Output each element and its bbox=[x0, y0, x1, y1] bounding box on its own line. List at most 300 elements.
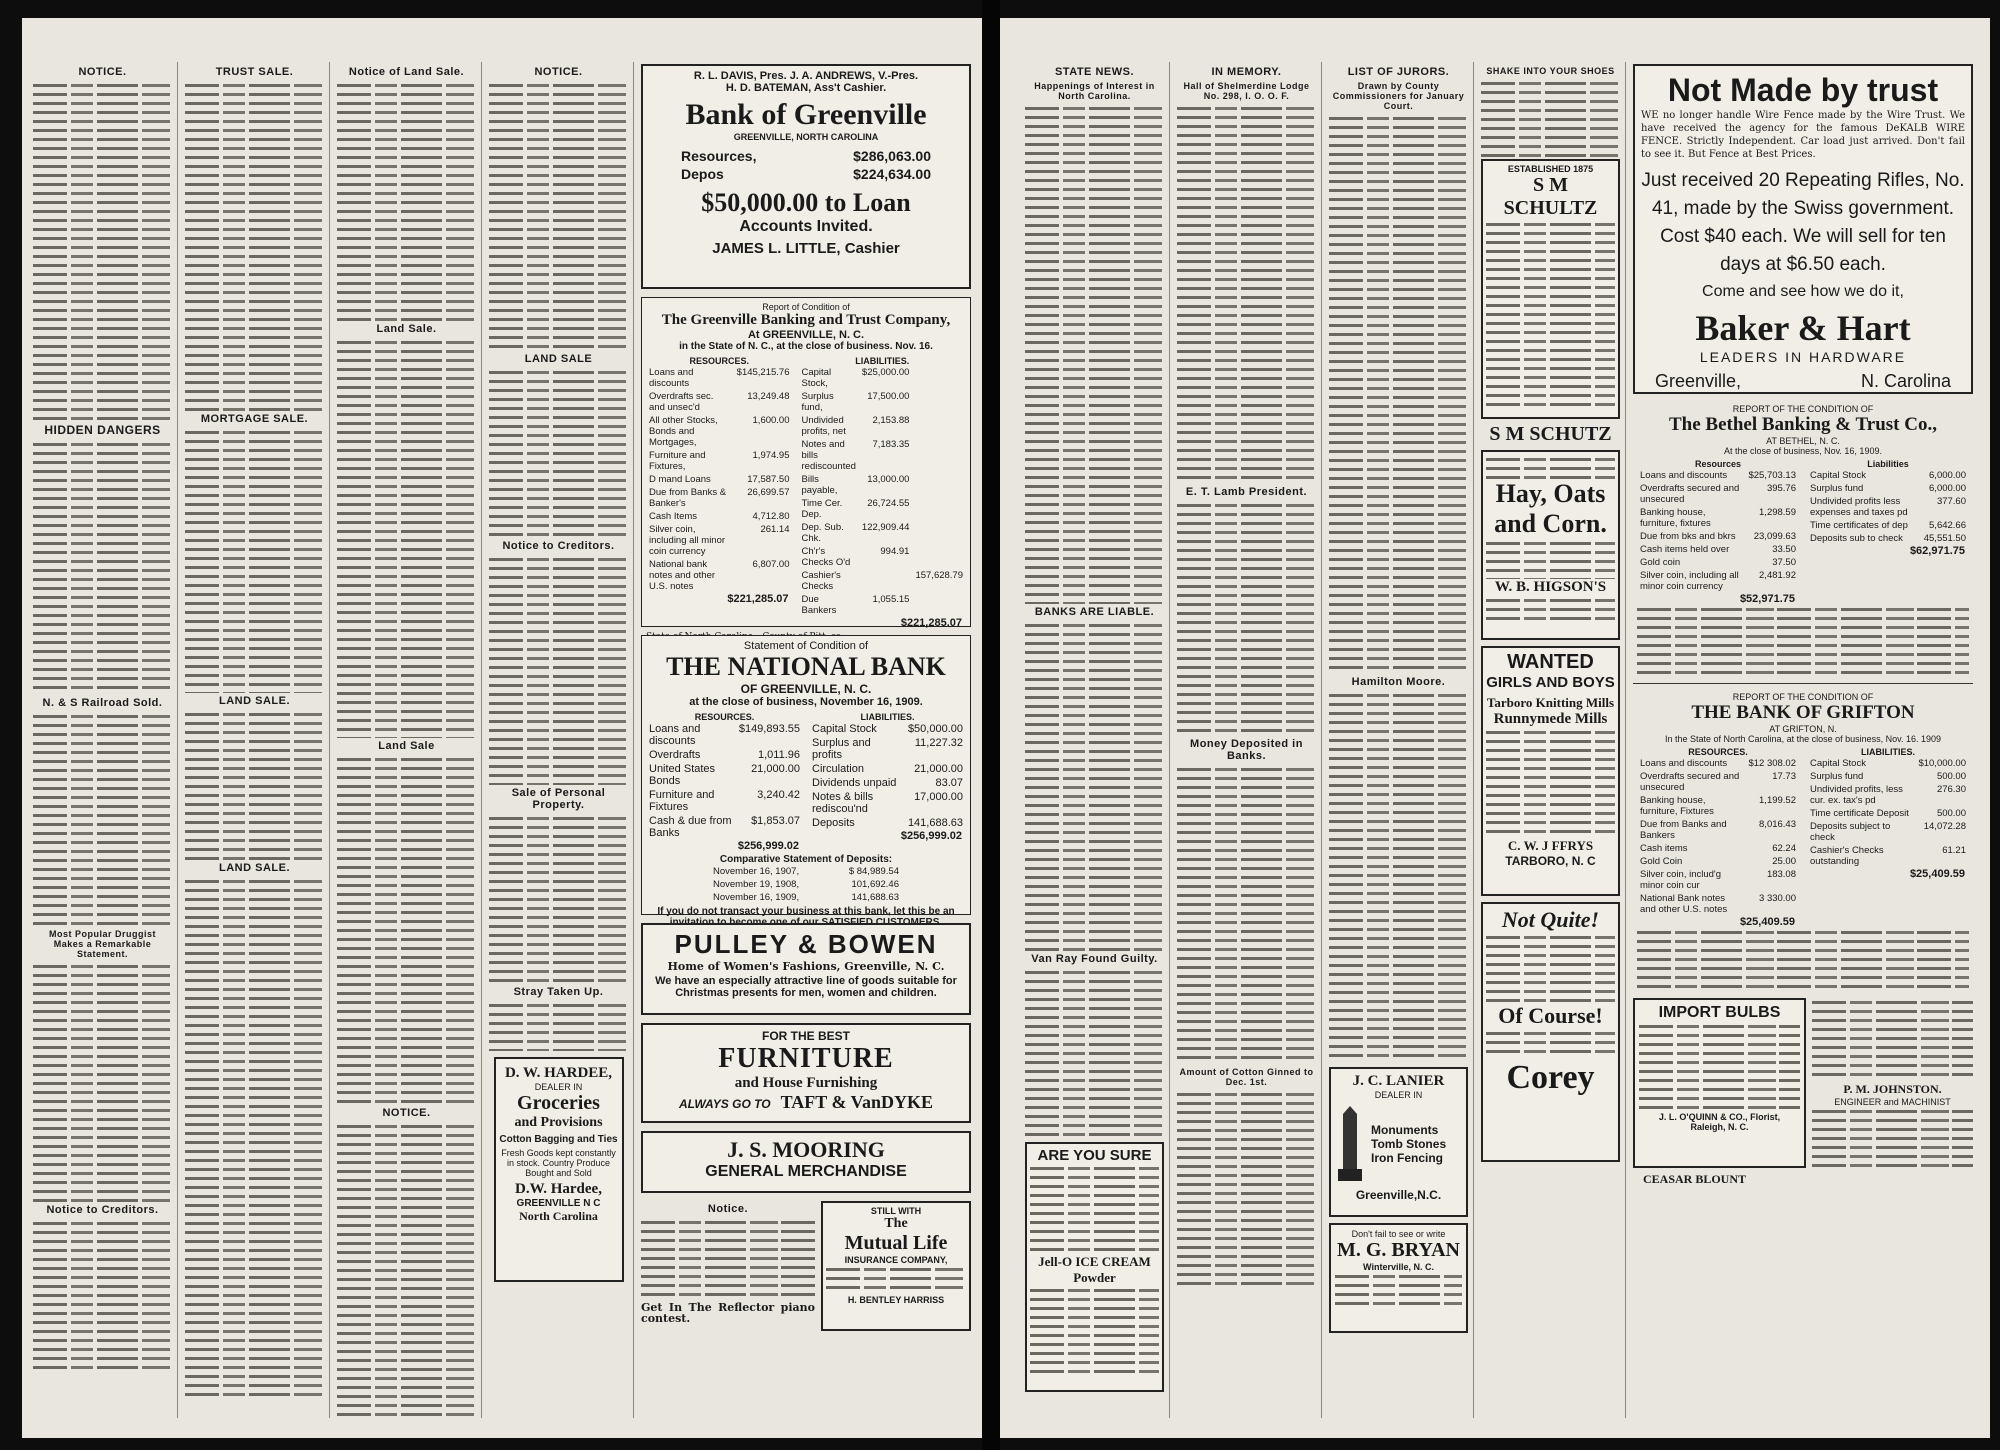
table-row bbox=[809, 762, 966, 776]
baker-state: N. Carolina bbox=[1860, 371, 1951, 391]
text-lines bbox=[337, 1122, 476, 1422]
text-lines bbox=[1637, 928, 1969, 988]
furniture-ad bbox=[641, 1023, 971, 1123]
text-lines bbox=[1486, 455, 1615, 479]
nb-resources-heading: RESOURCES. bbox=[694, 712, 755, 722]
text-lines bbox=[33, 1219, 172, 1369]
bethel-resources-table bbox=[1637, 469, 1799, 593]
row-value: 26,724.55 bbox=[867, 498, 910, 509]
text-lines bbox=[1329, 691, 1468, 1061]
report-line: Report of Condition of bbox=[762, 302, 850, 312]
text-lines bbox=[1329, 114, 1468, 674]
grifton-resources-table bbox=[1637, 757, 1799, 916]
row-value: 11,227.32 bbox=[914, 737, 963, 749]
row-label: Overdrafts secured and unsecured bbox=[1640, 483, 1740, 505]
hardee-groceries: Groceries bbox=[517, 1092, 600, 1114]
row-value: $145,215.76 bbox=[736, 367, 790, 378]
table-row bbox=[1637, 530, 1799, 543]
table-row bbox=[1637, 770, 1799, 794]
johnston-name: P. M. JOHNSTON. bbox=[1843, 1082, 1942, 1096]
reflector-contest: Get In The Reflector piano contest. bbox=[641, 1301, 815, 1325]
state-news-sub: Happenings of Interest in North Carolina. bbox=[1034, 81, 1155, 101]
grifton-total-r: $25,409.59 bbox=[1739, 916, 1795, 928]
row-value: 1,298.59 bbox=[1759, 507, 1796, 518]
table-row bbox=[646, 788, 803, 814]
wanted-l4: Runnymede Mills bbox=[1493, 711, 1608, 727]
furn-l1: FOR THE BEST bbox=[761, 1029, 850, 1043]
table-row bbox=[646, 722, 803, 748]
corey-name: Corey bbox=[1506, 1059, 1595, 1096]
text-lines bbox=[1637, 605, 1969, 675]
table-row bbox=[809, 776, 966, 790]
hardee-name: D. W. HARDEE, bbox=[504, 1065, 613, 1081]
text-lines bbox=[641, 1218, 815, 1298]
table-row bbox=[1637, 892, 1799, 916]
table-row bbox=[1637, 556, 1799, 569]
gbt-total-r: $221,285.07 bbox=[727, 593, 789, 605]
cotton-ginned-heading: Amount of Cotton Ginned to Dec. 1st. bbox=[1179, 1067, 1314, 1087]
table-row bbox=[809, 736, 966, 762]
table-row bbox=[1637, 818, 1799, 842]
gbt-liabilities-heading: LIABILITIES. bbox=[855, 356, 910, 366]
table-row bbox=[809, 790, 966, 816]
text-lines bbox=[489, 81, 628, 351]
text-lines bbox=[33, 81, 172, 421]
row-value: 183.08 bbox=[1766, 869, 1796, 880]
text-lines bbox=[1177, 1090, 1316, 1290]
row-label: Cashier's Checks bbox=[801, 570, 841, 592]
mooring-ad bbox=[641, 1131, 971, 1193]
row-value: 8,016.43 bbox=[1759, 819, 1796, 830]
row-label: United States Bonds bbox=[649, 763, 716, 787]
left-column-3 bbox=[332, 62, 482, 1418]
row-label: Time certificate Deposit bbox=[1810, 808, 1909, 819]
table-row bbox=[799, 545, 967, 569]
row-value: $ 84,989.54 bbox=[848, 866, 899, 877]
notice-heading-3: NOTICE. bbox=[382, 1107, 431, 1119]
lanier-city: Greenville,N.C. bbox=[1355, 1188, 1442, 1202]
hardee-ad bbox=[494, 1057, 624, 1282]
row-value: 13,000.00 bbox=[867, 474, 910, 485]
railroad-sold-heading: N. & S Railroad Sold. bbox=[42, 697, 163, 709]
row-value: 101,692.46 bbox=[851, 879, 899, 890]
text-lines bbox=[489, 1001, 628, 1051]
hay-l3: W. B. HIGSON'S bbox=[1494, 579, 1607, 595]
greenville-banking-report bbox=[641, 297, 971, 627]
table-row bbox=[799, 569, 967, 593]
table-row bbox=[1807, 757, 1969, 770]
creditors-heading: Notice to Creditors. bbox=[46, 1204, 159, 1216]
pulley-bowen-ad bbox=[641, 923, 971, 1015]
text-lines bbox=[1812, 1107, 1973, 1167]
text-lines bbox=[1639, 1022, 1800, 1112]
table-row bbox=[809, 816, 966, 830]
table-row bbox=[1637, 569, 1799, 593]
row-label: Silver coin, includ'g minor coin cur bbox=[1640, 869, 1722, 891]
row-value: 1,011.96 bbox=[757, 749, 800, 761]
monument-icon bbox=[1335, 1104, 1365, 1184]
table-row bbox=[646, 510, 793, 523]
officers-line-2: H. D. BATEMAN, Ass't Cashier. bbox=[725, 82, 887, 94]
nb-line: Statement of Condition of bbox=[743, 640, 869, 652]
table-row bbox=[1637, 543, 1799, 556]
table-row bbox=[1807, 820, 1969, 844]
row-value: 13,249.48 bbox=[747, 391, 790, 402]
page-gutter bbox=[982, 0, 1000, 1450]
nb-comparative-heading: Comparative Statement of Deposits: bbox=[719, 854, 893, 865]
furn-l2: FURNITURE bbox=[718, 1043, 894, 1074]
row-value: 4,712.80 bbox=[752, 511, 790, 522]
gbt-liabilities-table bbox=[799, 366, 967, 617]
shake-heading: SHAKE INTO YOUR SHOES bbox=[1486, 66, 1615, 76]
right-column-3 bbox=[1324, 62, 1474, 1418]
row-label: Due from Banks & Banker's bbox=[649, 487, 727, 509]
text-lines bbox=[1177, 765, 1316, 1065]
jello-title: ARE YOU SURE bbox=[1037, 1147, 1152, 1164]
text-lines bbox=[1025, 104, 1164, 604]
row-label: Cash & due from Banks bbox=[649, 815, 732, 839]
text-lines bbox=[1812, 998, 1973, 1078]
jurors-sub: Drawn by County Commissioners for January Court. bbox=[1332, 81, 1465, 111]
schultz-est: ESTABLISHED 1875 bbox=[1507, 164, 1594, 174]
row-label: Loans and discounts bbox=[649, 723, 701, 747]
grifton-total-l: $25,409.59 bbox=[1909, 868, 1965, 880]
row-label: Banking house, furniture, fixtures bbox=[1640, 507, 1711, 529]
text-lines bbox=[185, 877, 324, 1397]
notice-land-sale-heading: Notice of Land Sale. bbox=[348, 66, 465, 78]
row-value: 157,628.79 bbox=[915, 570, 963, 581]
gbt-total-l: $221,285.07 bbox=[900, 617, 962, 629]
lanier-dealer: DEALER IN bbox=[1374, 1090, 1423, 1100]
table-row bbox=[646, 523, 793, 558]
table-row bbox=[710, 878, 902, 891]
table-row bbox=[1807, 532, 1969, 545]
row-label: Surplus fund bbox=[1810, 483, 1864, 494]
hardee-cotton: Cotton Bagging and Ties bbox=[499, 1134, 618, 1145]
hardee-state: North Carolina bbox=[519, 1209, 598, 1223]
text-lines bbox=[1486, 933, 1615, 1003]
resources-label: Resources, bbox=[681, 148, 757, 164]
row-value: 83.07 bbox=[935, 777, 963, 789]
left-column-5 bbox=[636, 62, 976, 1418]
pulley-line: We have an especially attractive line of goods suitable for Christmas presents for men, women and children. bbox=[655, 975, 957, 999]
land-sale-heading-5: LAND SALE bbox=[524, 353, 593, 365]
text-lines bbox=[337, 755, 476, 1105]
text-lines bbox=[33, 712, 172, 927]
row-label: Loans and discounts bbox=[1640, 470, 1728, 481]
table-row bbox=[799, 593, 967, 617]
wanted-l3: Tarboro Knitting Mills bbox=[1486, 695, 1615, 710]
lanier-monuments: Monuments bbox=[1371, 1123, 1439, 1137]
wanted-city: TARBORO, N. C bbox=[1505, 854, 1596, 868]
right-column-1 bbox=[1020, 62, 1170, 1418]
bethel-loc: AT BETHEL, N. C. bbox=[1766, 436, 1840, 446]
row-value: 2,153.88 bbox=[872, 415, 910, 426]
table-row bbox=[1807, 495, 1969, 519]
row-label: Gold coin bbox=[1640, 557, 1681, 568]
row-value: 276.30 bbox=[1936, 784, 1966, 795]
bethel-total-r: $52,971.75 bbox=[1739, 593, 1795, 605]
text-lines bbox=[1177, 104, 1316, 484]
text-lines bbox=[1177, 501, 1316, 736]
row-label: All other Stocks, Bonds and Mortgages, bbox=[649, 415, 718, 448]
nb-total-l: $256,999.02 bbox=[900, 830, 962, 842]
table-row bbox=[1637, 842, 1799, 855]
table-row bbox=[799, 390, 967, 414]
table-row bbox=[646, 390, 793, 414]
row-label: Deposits subject to check bbox=[1810, 821, 1891, 843]
row-label: Due from Banks and Bankers bbox=[1640, 819, 1727, 841]
row-label: Furniture and Fixtures, bbox=[649, 450, 706, 472]
bulbs-city: Raleigh, N. C. bbox=[1690, 1122, 1749, 1132]
bethel-h1: REPORT OF THE CONDITION OF bbox=[1732, 404, 1874, 414]
row-value: 1,199.52 bbox=[1759, 795, 1796, 806]
bank-location: GREENVILLE, NORTH CAROLINA bbox=[733, 132, 879, 142]
text-lines bbox=[185, 81, 324, 411]
table-row bbox=[799, 497, 967, 521]
row-label: National Bank notes and other U.S. notes bbox=[1640, 893, 1728, 915]
row-label: Time Cer. Dep. bbox=[801, 498, 843, 520]
bank-of-greenville-ad bbox=[641, 64, 971, 289]
right-column-5 bbox=[1628, 62, 1978, 1418]
grifton-report bbox=[1633, 688, 1973, 992]
hay-ad bbox=[1481, 450, 1620, 640]
row-value: 141,688.63 bbox=[851, 892, 899, 903]
row-label: Deposits sub to check bbox=[1810, 533, 1903, 544]
text-lines bbox=[826, 1265, 966, 1295]
grifton-h1: REPORT OF THE CONDITION OF bbox=[1732, 692, 1874, 702]
grifton-name: THE BANK OF GRIFTON bbox=[1691, 702, 1915, 723]
row-value: 17.73 bbox=[1772, 771, 1796, 782]
text-lines bbox=[1030, 1164, 1159, 1254]
bethel-total-l: $62,971.75 bbox=[1909, 545, 1965, 557]
row-value: $1,853.07 bbox=[751, 815, 800, 827]
bulbs-title: IMPORT BULBS bbox=[1658, 1004, 1781, 1021]
bethel-res-h: Resources bbox=[1694, 459, 1742, 469]
furn-l5: TAFT & VanDYKE bbox=[780, 1092, 933, 1112]
row-label: Time certificates of dep bbox=[1810, 520, 1908, 531]
table-row bbox=[799, 414, 967, 438]
ceasar-name: CEASAR BLOUNT bbox=[1643, 1172, 1747, 1186]
row-value: 500.00 bbox=[1936, 771, 1966, 782]
text-lines bbox=[1481, 79, 1620, 159]
nb-liabilities-table bbox=[809, 722, 966, 830]
gbt-resources-table bbox=[646, 366, 793, 593]
hidden-dangers-heading: HIDDEN DANGERS bbox=[44, 423, 161, 437]
table-row bbox=[1807, 770, 1969, 783]
in-memory-sub: Hall of Shelmerdine Lodge No. 298, I. O. O. F. bbox=[1183, 81, 1310, 101]
officers-line-1: R. L. DAVIS, Pres. J. A. ANDREWS, V.-Pres. bbox=[693, 70, 919, 82]
row-label: Cash Items bbox=[649, 511, 698, 522]
not-quite: Not Quite! bbox=[1501, 907, 1600, 932]
nb-loc: OF GREENVILLE, N. C. bbox=[740, 682, 872, 696]
nb-name: THE NATIONAL BANK bbox=[666, 652, 946, 681]
resources-value: $286,063.00 bbox=[853, 148, 931, 164]
grifton-loc: AT GRIFTON, N. bbox=[1769, 724, 1837, 734]
gbt-close: in the State of N. C., at the close of business. Nov. 16. bbox=[679, 341, 933, 352]
table-row bbox=[1807, 844, 1969, 868]
bethel-liabilities-table bbox=[1807, 469, 1969, 545]
leaders: LEADERS IN HARDWARE bbox=[1699, 349, 1907, 365]
table-row bbox=[1637, 469, 1799, 482]
row-value: 395.76 bbox=[1766, 483, 1796, 494]
row-value: 3,240.42 bbox=[757, 789, 800, 801]
land-sale-heading: LAND SALE. bbox=[219, 695, 290, 707]
furn-l3: and House Furnishing bbox=[734, 1075, 878, 1091]
notice-heading: NOTICE. bbox=[78, 66, 127, 78]
row-label: Overdrafts secured and unsecured bbox=[1640, 771, 1740, 793]
row-label: Loans and discounts bbox=[649, 367, 694, 389]
banks-liable-heading: BANKS ARE LIABLE. bbox=[1034, 606, 1155, 618]
bulbs-by: J. L. O'QUINN & CO., Florist, bbox=[1658, 1112, 1781, 1122]
row-label: Gold Coin bbox=[1640, 856, 1683, 867]
text-lines bbox=[33, 440, 172, 695]
row-value: 21,000.00 bbox=[751, 763, 800, 775]
table-row bbox=[799, 366, 967, 390]
bethel-name: The Bethel Banking & Trust Co., bbox=[1669, 414, 1937, 435]
hardee-name-2: D.W. Hardee, bbox=[515, 1181, 602, 1197]
row-value: 377.60 bbox=[1936, 496, 1966, 507]
national-bank-report bbox=[641, 635, 971, 915]
text-lines bbox=[1025, 968, 1164, 1138]
row-label: Capital Stock, bbox=[801, 367, 832, 389]
row-label: National bank notes and other U.S. notes bbox=[649, 559, 716, 592]
row-value: 500.00 bbox=[1936, 808, 1966, 819]
text-lines bbox=[337, 338, 476, 738]
table-row bbox=[646, 748, 803, 762]
row-value: 5,642.66 bbox=[1929, 520, 1966, 531]
nb-total-r: $256,999.02 bbox=[737, 840, 799, 852]
row-label: Banking house, furniture, Fixtures bbox=[1640, 795, 1714, 817]
bank-name: Bank of Greenville bbox=[685, 98, 927, 131]
row-value: 33.50 bbox=[1772, 544, 1796, 555]
mooring-name: J. S. MOORING bbox=[727, 1137, 885, 1162]
row-label: Notes and bills rediscounted bbox=[801, 439, 856, 472]
row-label: Overdrafts sec. and unsec'd bbox=[649, 391, 714, 413]
right-column-4 bbox=[1476, 62, 1626, 1418]
row-value: $25,703.13 bbox=[1748, 470, 1796, 481]
nb-close: at the close of business, November 16, 1909. bbox=[689, 696, 923, 708]
table-row bbox=[1637, 868, 1799, 892]
row-label: Cash items bbox=[1640, 843, 1688, 854]
left-column-2 bbox=[180, 62, 330, 1418]
table-row bbox=[1807, 783, 1969, 807]
table-row bbox=[809, 722, 966, 736]
in-memory-heading: IN MEMORY. bbox=[1211, 66, 1282, 78]
schutz-name: S M SCHUTZ bbox=[1489, 423, 1612, 445]
row-label: Undivided profits less expenses and taxes pd bbox=[1810, 496, 1908, 518]
grifton-close: In the State of North Carolina, at the close of business, Nov. 16. 1909 bbox=[1665, 734, 1941, 744]
text-lines bbox=[1335, 1272, 1462, 1308]
row-label: Surplus and profits bbox=[812, 737, 871, 761]
left-page bbox=[22, 18, 982, 1438]
table-row bbox=[646, 814, 803, 840]
furn-l4: ALWAYS GO TO bbox=[679, 1097, 771, 1111]
row-value: 7,183.35 bbox=[872, 439, 910, 450]
gbt-loc: At GREENVILLE, N. C. bbox=[747, 329, 865, 341]
row-label: Surplus fund bbox=[1810, 771, 1864, 782]
nb-resources-table bbox=[646, 722, 803, 840]
import-bulbs-ad bbox=[1633, 998, 1806, 1168]
nb-comparative-table bbox=[710, 865, 902, 904]
jurors-heading: LIST OF JURORS. bbox=[1347, 66, 1450, 78]
row-label: Surplus fund, bbox=[801, 391, 834, 413]
table-row bbox=[1807, 807, 1969, 820]
creditors-heading-2: Notice to Creditors. bbox=[502, 540, 615, 552]
row-value: 6,000.00 bbox=[1929, 470, 1966, 481]
notice-heading-4: NOTICE. bbox=[534, 66, 583, 78]
row-value: 6,807.00 bbox=[752, 559, 790, 570]
table-row bbox=[799, 473, 967, 497]
lanier-ad bbox=[1329, 1067, 1468, 1217]
bryan-city: Winterville, N. C. bbox=[1363, 1262, 1434, 1272]
left-column-1 bbox=[28, 62, 178, 1418]
row-value: $12 308.02 bbox=[1748, 758, 1796, 769]
row-label: Furniture and Fixtures bbox=[649, 789, 715, 813]
nb-liabilities-heading: LIABILITIES. bbox=[860, 712, 915, 722]
row-value: 14,072.28 bbox=[1923, 821, 1966, 832]
grifton-res-h: RESOURCES. bbox=[1688, 747, 1748, 757]
hay-l1: Hay, Oats bbox=[1495, 479, 1606, 508]
table-row bbox=[646, 449, 793, 473]
schultz-ad bbox=[1481, 159, 1620, 419]
mutual-name: Mutual Life bbox=[844, 1232, 948, 1254]
hardee-dealer: DEALER IN bbox=[534, 1082, 583, 1092]
bethel-lia-h: Liabilities bbox=[1867, 459, 1909, 469]
van-ray-heading: Van Ray Found Guilty. bbox=[1031, 953, 1158, 965]
row-label: Silver coin, including all minor coin currency bbox=[1640, 570, 1739, 592]
grifton-lia-h: LIABILITIES. bbox=[1861, 747, 1915, 757]
table-row bbox=[1807, 519, 1969, 532]
rifles-body: Just received 20 Repeating Rifles, No. 41, made by the Swiss government. Cost $40 each. We will sell for ten days at $6.50 each. bbox=[1641, 170, 1965, 275]
text-lines bbox=[1486, 728, 1615, 838]
jello-product: Jell-O ICE CREAM Powder bbox=[1038, 1254, 1151, 1285]
row-value: 45,551.50 bbox=[1923, 533, 1966, 544]
row-value: 61.21 bbox=[1942, 845, 1966, 856]
of-course: Of Course! bbox=[1498, 1003, 1603, 1028]
text-lines bbox=[1486, 596, 1615, 626]
table-row bbox=[1637, 506, 1799, 530]
row-value: 37.50 bbox=[1772, 557, 1796, 568]
not-made-body: WE no longer handle Wire Fence made by the Wire Trust. We have received the agency for the famous DeKALB WIRE FENCE. Strictly Independent. Car load just arrived. Don't fail to see it. But Fence at Best Prices. bbox=[1641, 110, 1965, 160]
row-value: 6,000.00 bbox=[1929, 483, 1966, 494]
hardee-fresh: Fresh Goods kept constantly in stock. Country Produce Bought and Sold bbox=[501, 1148, 616, 1178]
row-label: Capital Stock bbox=[1810, 470, 1866, 481]
wanted-l2: GIRLS AND BOYS bbox=[1486, 674, 1615, 691]
row-value: 261.14 bbox=[760, 524, 790, 535]
mutual-life-ad bbox=[821, 1201, 971, 1331]
table-row bbox=[646, 762, 803, 788]
bryan-name: M. G. BRYAN bbox=[1336, 1239, 1460, 1261]
row-value: 1,055.15 bbox=[872, 594, 910, 605]
pulley-name: PULLEY & BOWEN bbox=[674, 929, 938, 959]
row-label: Cash items held over bbox=[1640, 544, 1730, 555]
mutual-the: The bbox=[884, 1216, 908, 1231]
text-lines bbox=[337, 81, 476, 321]
mutual-agent: H. BENTLEY HARRISS bbox=[847, 1295, 945, 1305]
left-column-4 bbox=[484, 62, 634, 1418]
grifton-liabilities-table bbox=[1807, 757, 1969, 868]
row-label: Cashier's Checks outstanding bbox=[1810, 845, 1884, 867]
stray-heading: Stray Taken Up. bbox=[513, 986, 604, 998]
come-see: Come and see how we do it, bbox=[1702, 283, 1904, 300]
land-sale-heading-3: Land Sale. bbox=[376, 323, 437, 335]
table-row bbox=[646, 473, 793, 486]
bethel-close: At the close of business, Nov. 16, 1909. bbox=[1724, 446, 1882, 456]
table-row bbox=[799, 438, 967, 473]
bethel-report bbox=[1633, 400, 1973, 679]
row-label: Overdrafts bbox=[649, 749, 701, 761]
